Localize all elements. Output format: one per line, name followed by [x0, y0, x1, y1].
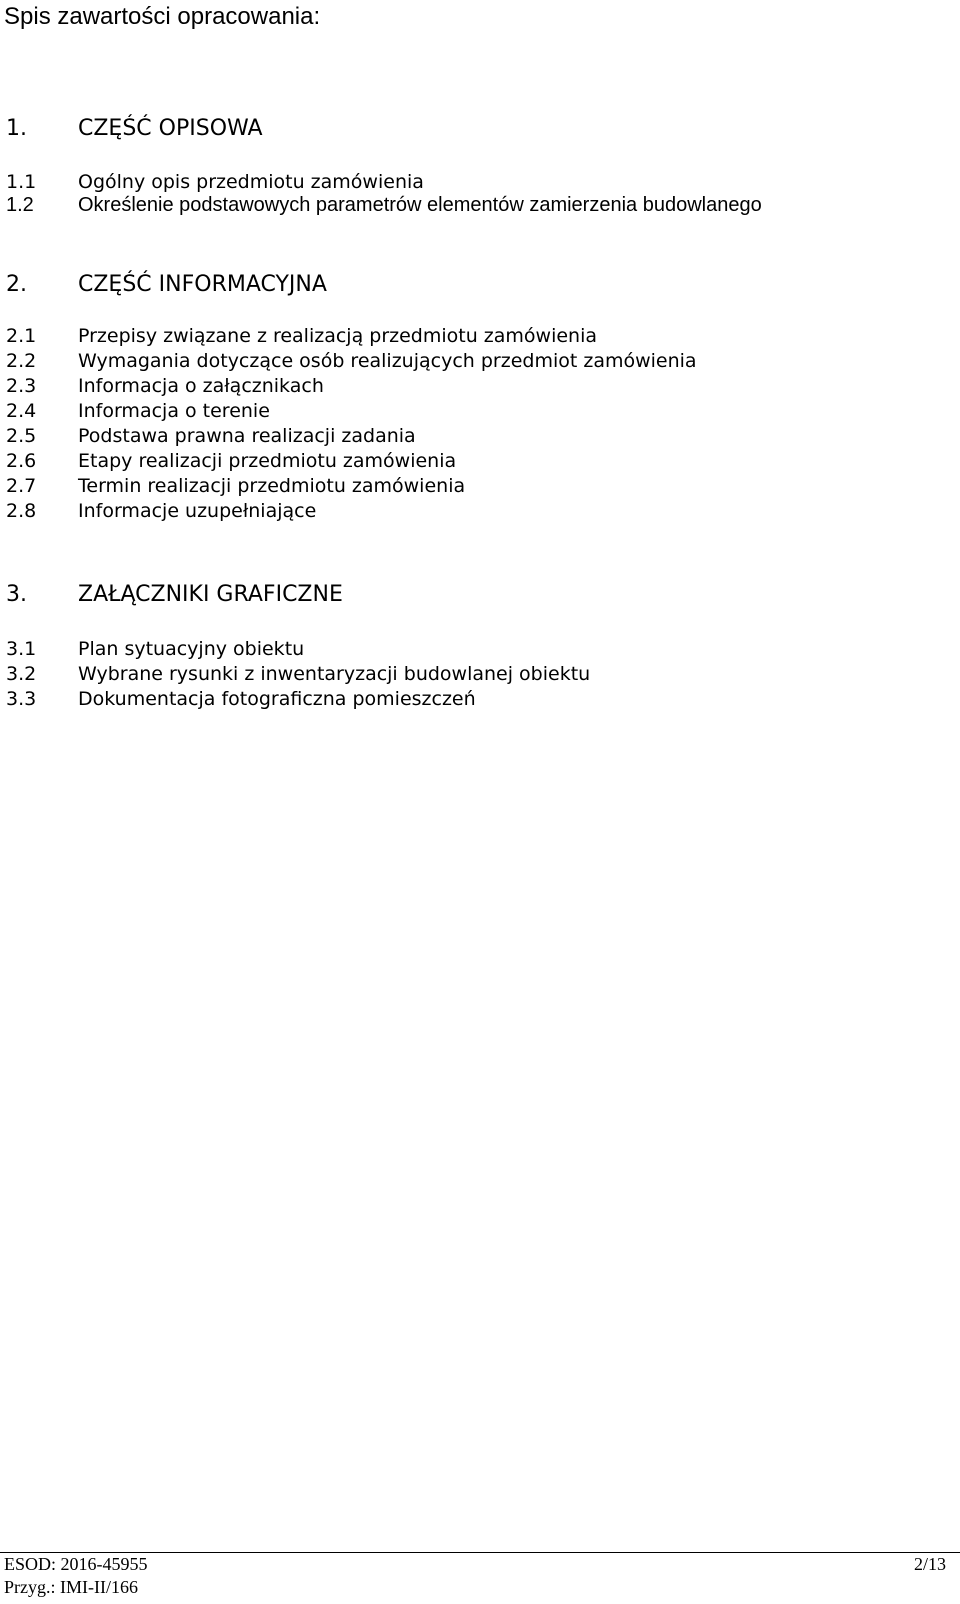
- section-heading-1: [6, 116, 946, 142]
- footer-esod: ESOD: 2016-45955: [4, 1554, 148, 1574]
- item-text: Plan sytuacyjny obiektu: [78, 638, 305, 660]
- footer-przyg: Przyg.: IMI-II/166: [4, 1577, 138, 1597]
- toc-item-3-3: [6, 687, 946, 711]
- section-heading-2: [6, 272, 946, 298]
- item-text: Wybrane rysunki z inwentaryzacji budowlanej obiektu: [78, 663, 591, 685]
- section-number: 2.: [6, 272, 27, 297]
- item-text: Określenie podstawowych parametrów elementów zamierzenia budowlanego: [78, 194, 762, 216]
- item-text: Etapy realizacji przedmiotu zamówienia: [78, 450, 457, 472]
- item-number: 2.5: [6, 425, 37, 447]
- item-number: 2.8: [6, 500, 37, 522]
- section-heading-text: CZĘŚĆ OPISOWA: [78, 116, 263, 141]
- item-number: 3.2: [6, 663, 37, 685]
- section-number: 1.: [6, 116, 27, 141]
- item-text: Podstawa prawna realizacji zadania: [78, 425, 416, 447]
- toc-item-2-7: [6, 474, 946, 498]
- item-number: 1.1: [6, 171, 37, 193]
- section-number: 3.: [6, 582, 27, 607]
- footer-page-number: 2/13: [913, 1554, 946, 1574]
- toc-item-3-2: [6, 662, 946, 686]
- toc-item-2-4: [6, 399, 946, 423]
- toc-item-2-6: [6, 449, 946, 473]
- item-text: Termin realizacji przedmiotu zamówienia: [78, 475, 466, 497]
- item-number: 2.3: [6, 375, 37, 397]
- item-text: Wymagania dotyczące osób realizujących przedmiot zamówienia: [78, 350, 697, 372]
- item-text: Informacja o załącznikach: [78, 375, 324, 397]
- page-title: Spis zawartości opracowania:: [4, 3, 321, 30]
- item-number: 1.2: [6, 194, 34, 216]
- item-number: 2.7: [6, 475, 37, 497]
- item-text: Ogólny opis przedmiotu zamówienia: [78, 171, 424, 193]
- item-number: 2.2: [6, 350, 37, 372]
- item-number: 3.3: [6, 688, 37, 710]
- item-text: Informacja o terenie: [78, 400, 270, 422]
- section-heading-text: CZĘŚĆ INFORMACYJNA: [78, 272, 327, 297]
- item-text: Przepisy związane z realizacją przedmiotu zamówienia: [78, 325, 598, 347]
- item-number: 2.1: [6, 325, 37, 347]
- item-text: Dokumentacja fotograficzna pomieszczeń: [78, 688, 476, 710]
- section-heading-3: [6, 582, 946, 608]
- item-number: 2.4: [6, 400, 37, 422]
- toc-item-2-5: [6, 424, 946, 448]
- toc-item-2-1: [6, 324, 946, 348]
- toc-item-3-1: [6, 637, 946, 661]
- toc-item-1-2: [6, 193, 946, 217]
- toc-item-2-8: [6, 499, 946, 523]
- item-number: 3.1: [6, 638, 37, 660]
- item-number: 2.6: [6, 450, 37, 472]
- toc-item-2-2: [6, 349, 946, 373]
- toc-item-2-3: [6, 374, 946, 398]
- toc-item-1-1: [6, 170, 946, 194]
- section-heading-text: ZAŁĄCZNIKI GRAFICZNE: [78, 582, 343, 607]
- item-text: Informacje uzupełniające: [78, 500, 317, 522]
